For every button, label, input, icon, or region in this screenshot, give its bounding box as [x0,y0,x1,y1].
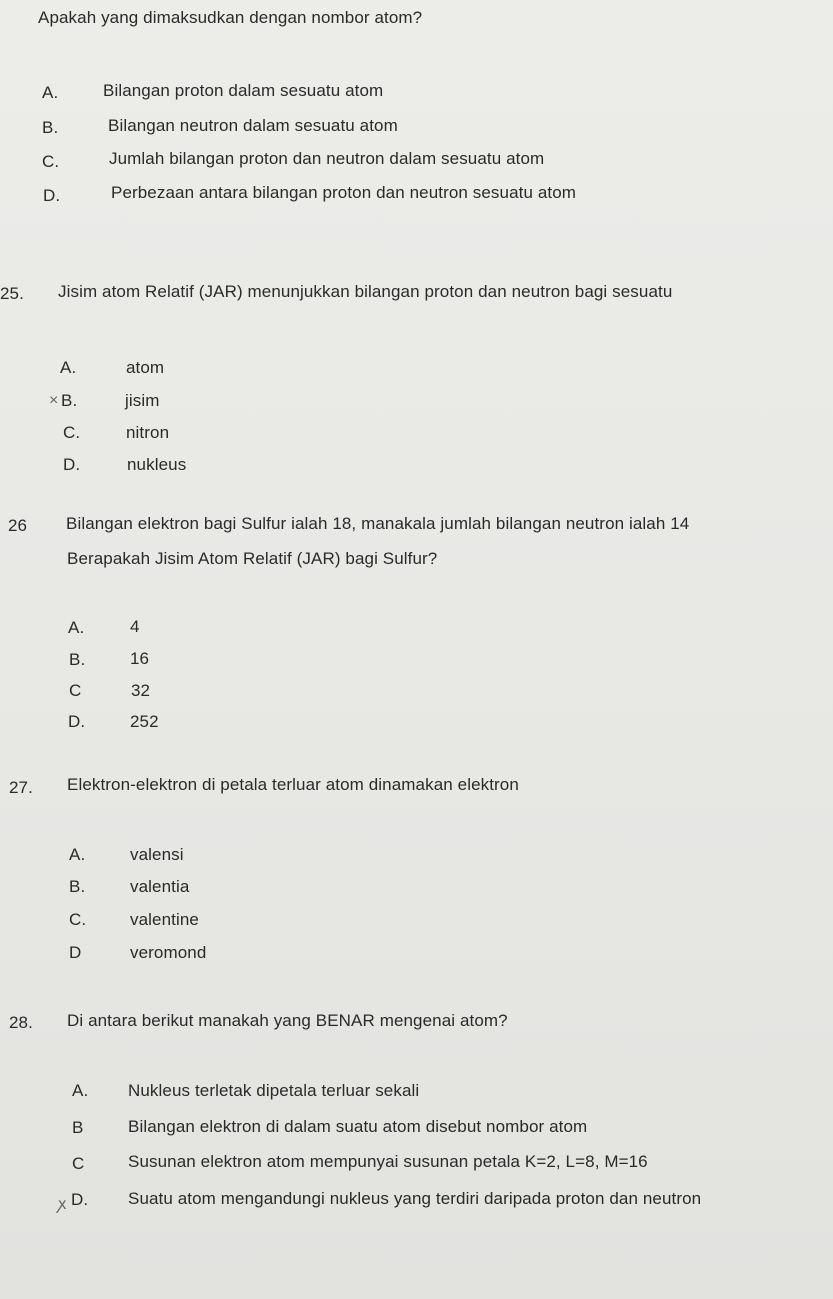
q25-option-d-letter: D. [63,455,81,474]
q27-option-d-text: veromond [130,943,207,962]
q26-number: 26 [8,516,28,535]
q25-number: 25. [0,284,24,303]
q26-option-a-text: 4 [130,617,140,636]
q26-option-c-text: 32 [131,681,151,700]
q27-option-b-text: valentia [130,877,190,896]
q28-option-c-letter: C [72,1154,85,1173]
q25-option-d-text: nukleus [127,455,187,474]
q25-option-b-letter: B. [61,391,78,410]
q27-option-d-letter: D [69,943,82,962]
q27-number: 27. [9,778,33,797]
q24-option-c-text: Jumlah bilangan proton dan neutron dalam sesuatu atom [109,149,545,168]
q27-option-a-letter: A. [69,845,86,864]
q24-stem: Apakah yang dimaksudkan dengan nombor atom? [38,8,423,27]
q24-option-c-letter: C. [42,152,60,171]
q24-option-d-letter: D. [43,186,61,205]
q24-option-a-text: Bilangan proton dalam sesuatu atom [103,81,384,100]
q25-option-a-letter: A. [60,358,77,377]
q26-option-d-text: 252 [130,712,159,731]
q26-stem-line2: Berapakah Jisim Atom Relatif (JAR) bagi Sulfur? [67,549,438,568]
q28-option-b-letter: B [72,1118,84,1137]
q28-option-d-text: Suatu atom mengandungi nukleus yang terdiri daripada proton dan neutron [128,1189,702,1208]
q28-stem: Di antara berikut manakah yang BENAR mengenai atom? [67,1011,508,1030]
q26-option-a-letter: A. [68,618,85,637]
q24-option-b-letter: B. [42,118,59,137]
q27-option-a-text: valensi [130,845,184,864]
q26-option-d-letter: D. [68,712,86,731]
q24-option-b-text: Bilangan neutron dalam sesuatu atom [108,116,398,135]
q26-option-c-letter: C [69,681,82,700]
q28-option-a-text: Nukleus terletak dipetala terluar sekali [128,1081,420,1100]
q27-option-c-text: valentine [130,910,199,929]
q28-cross-mark: ꭗ [58,1196,67,1213]
q27-option-c-letter: C. [69,910,87,929]
q25-option-a-text: atom [126,358,165,377]
q26-option-b-letter: B. [69,650,86,669]
q27-stem: Elektron-elektron di petala terluar atom dinamakan elektron [67,775,519,794]
q27-option-b-letter: B. [69,877,86,896]
q25-option-c-text: nitron [126,423,170,442]
q24-option-a-letter: A. [42,83,59,102]
q25-stem: Jisim atom Relatif (JAR) menunjukkan bilangan proton dan neutron bagi sesuatu [58,282,673,301]
q25-option-b-text: jisim [125,391,160,410]
q25-option-c-letter: C. [63,423,81,442]
q28-option-a-letter: A. [72,1081,89,1100]
q24-option-d-text: Perbezaan antara bilangan proton dan neutron sesuatu atom [111,183,577,202]
q25-cross-mark: × [49,392,59,409]
q28-option-d-letter: D. [71,1190,89,1209]
q28-number: 28. [9,1013,33,1032]
q28-option-c-text: Susunan elektron atom mempunyai susunan petala K=2, L=8, M=16 [128,1152,648,1171]
q26-option-b-text: 16 [130,649,150,668]
q26-stem-line1: Bilangan elektron bagi Sulfur ialah 18, manakala jumlah bilangan neutron ialah 14 [66,514,690,533]
q28-option-b-text: Bilangan elektron di dalam suatu atom disebut nombor atom [128,1117,588,1136]
